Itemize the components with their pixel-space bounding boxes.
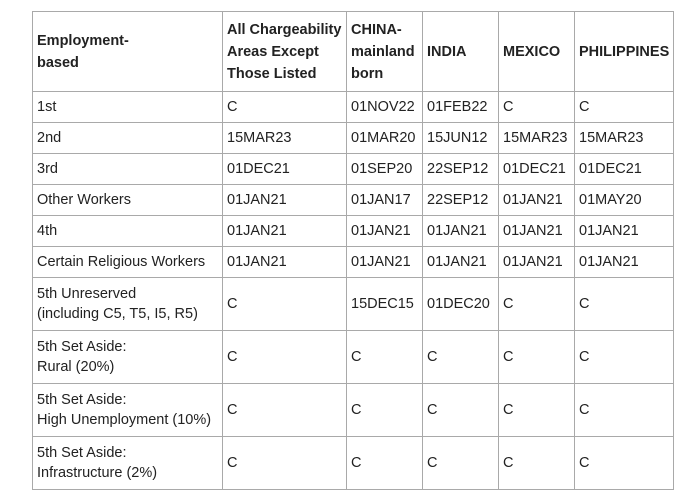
cell-category: 1st: [33, 92, 223, 123]
cell-china: C: [347, 331, 423, 384]
cell-all-chargeability: C: [223, 384, 347, 437]
cell-china: 01JAN21: [347, 247, 423, 278]
table-row: [33, 437, 674, 490]
cell-all-chargeability: C: [223, 331, 347, 384]
cell-india: 01DEC20: [423, 278, 499, 331]
cell-mexico: 01JAN21: [499, 247, 575, 278]
cell-china: C: [347, 384, 423, 437]
cell-category: 5th Unreserved (including C5, T5, I5, R5): [33, 278, 223, 331]
header-philippines: PHILIPPINES: [575, 12, 674, 92]
cell-category: 3rd: [33, 154, 223, 185]
cell-all-chargeability: 15MAR23: [223, 123, 347, 154]
table-row: [33, 216, 674, 247]
cell-category: Certain Religious Workers: [33, 247, 223, 278]
header-mexico: MEXICO: [499, 12, 575, 92]
cell-india: 01JAN21: [423, 216, 499, 247]
cell-mexico: 01JAN21: [499, 216, 575, 247]
table-row: [33, 384, 674, 437]
cell-china: 01JAN17: [347, 185, 423, 216]
cell-all-chargeability: 01JAN21: [223, 185, 347, 216]
table-row: [33, 185, 674, 216]
cell-philippines: C: [575, 384, 674, 437]
cell-china: 01MAR20: [347, 123, 423, 154]
cell-china: 15DEC15: [347, 278, 423, 331]
cell-india: 22SEP12: [423, 154, 499, 185]
cell-india: 15JUN12: [423, 123, 499, 154]
cell-india: 01JAN21: [423, 247, 499, 278]
cell-all-chargeability: 01DEC21: [223, 154, 347, 185]
cell-mexico: C: [499, 92, 575, 123]
cell-category: Other Workers: [33, 185, 223, 216]
cell-all-chargeability: 01JAN21: [223, 247, 347, 278]
cell-mexico: C: [499, 384, 575, 437]
cell-philippines: 01JAN21: [575, 247, 674, 278]
cell-all-chargeability: 01JAN21: [223, 216, 347, 247]
cell-philippines: 01JAN21: [575, 216, 674, 247]
header-category: Employment- based: [33, 12, 223, 92]
cell-mexico: 01JAN21: [499, 185, 575, 216]
cell-philippines: C: [575, 278, 674, 331]
cell-category: 4th: [33, 216, 223, 247]
cell-india: C: [423, 437, 499, 490]
cell-mexico: 01DEC21: [499, 154, 575, 185]
cell-category: 5th Set Aside: Rural (20%): [33, 331, 223, 384]
cell-category: 5th Set Aside: Infrastructure (2%): [33, 437, 223, 490]
cell-philippines: C: [575, 331, 674, 384]
table-row: [33, 92, 674, 123]
table-row: [33, 331, 674, 384]
header-china: CHINA- mainland born: [347, 12, 423, 92]
table-row: [33, 247, 674, 278]
cell-all-chargeability: C: [223, 278, 347, 331]
visa-bulletin-table: [32, 11, 674, 490]
table-body: [33, 92, 674, 490]
cell-category: 2nd: [33, 123, 223, 154]
cell-all-chargeability: C: [223, 437, 347, 490]
cell-india: 01FEB22: [423, 92, 499, 123]
cell-china: 01NOV22: [347, 92, 423, 123]
cell-china: C: [347, 437, 423, 490]
table-row: [33, 123, 674, 154]
cell-mexico: C: [499, 331, 575, 384]
cell-china: 01SEP20: [347, 154, 423, 185]
cell-philippines: 01MAY20: [575, 185, 674, 216]
cell-mexico: 15MAR23: [499, 123, 575, 154]
cell-mexico: C: [499, 278, 575, 331]
cell-china: 01JAN21: [347, 216, 423, 247]
table-row: [33, 278, 674, 331]
cell-all-chargeability: C: [223, 92, 347, 123]
cell-category: 5th Set Aside: High Unemployment (10%): [33, 384, 223, 437]
header-all-chargeability: All Chargeability Areas Except Those Listed: [223, 12, 347, 92]
cell-india: C: [423, 331, 499, 384]
table-header-row: [33, 12, 674, 92]
table-row: [33, 154, 674, 185]
cell-india: 22SEP12: [423, 185, 499, 216]
cell-philippines: 15MAR23: [575, 123, 674, 154]
cell-philippines: 01DEC21: [575, 154, 674, 185]
cell-philippines: C: [575, 92, 674, 123]
cell-philippines: C: [575, 437, 674, 490]
cell-india: C: [423, 384, 499, 437]
cell-mexico: C: [499, 437, 575, 490]
header-india: INDIA: [423, 12, 499, 92]
